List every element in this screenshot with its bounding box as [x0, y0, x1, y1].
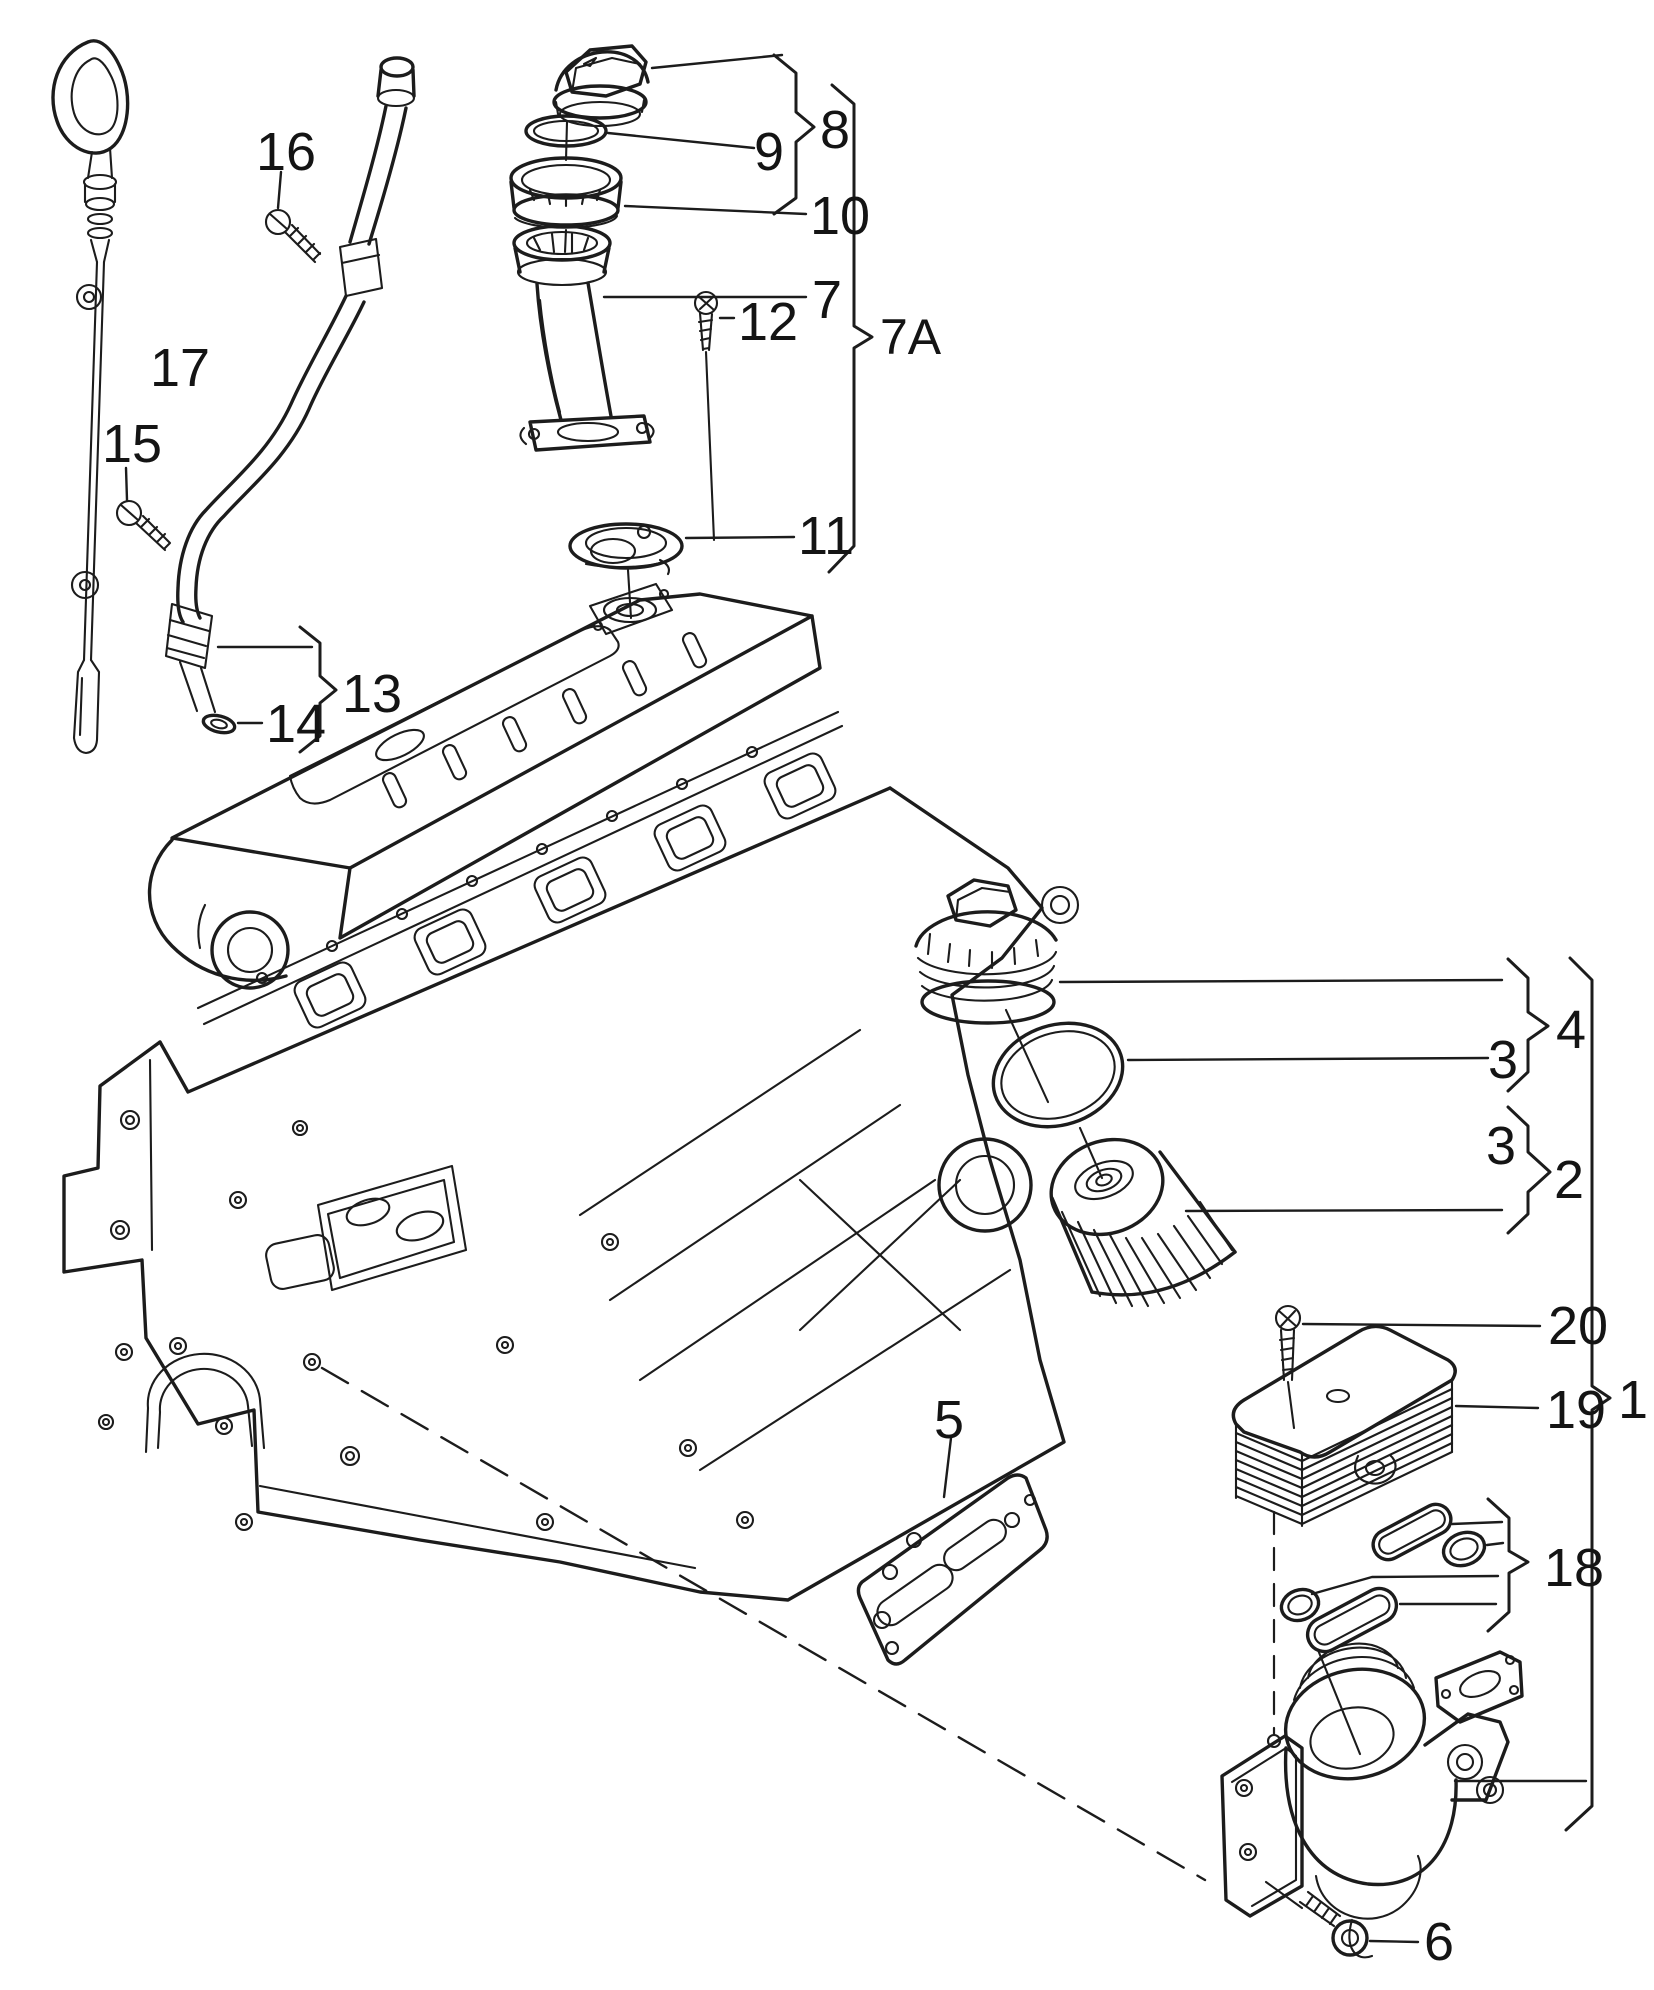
- leader-18c: [1312, 1576, 1498, 1594]
- callout-20: 20: [1548, 1296, 1609, 1356]
- leader-2: [1186, 1210, 1502, 1211]
- callout-8: 8: [820, 100, 851, 160]
- callout-18: 18: [1544, 1538, 1605, 1598]
- leader-9: [608, 133, 754, 148]
- assembly-dashed-line: [322, 1368, 1205, 1880]
- callout-3-lower: 3: [1486, 1116, 1517, 1176]
- filter-housing: [1222, 1644, 1586, 1958]
- engine-block: [64, 584, 1205, 1880]
- callout-6: 6: [1424, 1912, 1455, 1972]
- callout-15: 15: [102, 414, 163, 474]
- callout-17: 17: [150, 338, 211, 398]
- leader-20: [1303, 1324, 1540, 1326]
- callout-19: 19: [1546, 1380, 1607, 1440]
- callout-5: 5: [934, 1390, 965, 1450]
- leader-18b: [1487, 1543, 1503, 1545]
- screw-6-icon: [1266, 1882, 1367, 1955]
- head-studs: [381, 631, 708, 809]
- leader-3: [1128, 1058, 1488, 1060]
- callout-2: 2: [1554, 1150, 1585, 1210]
- leader-18a: [1452, 1522, 1502, 1524]
- leader-6: [1370, 1941, 1418, 1942]
- callout-9: 9: [754, 122, 785, 182]
- exhaust-ports: [291, 750, 838, 1031]
- callout-16: 16: [256, 122, 317, 182]
- axis-line: [1006, 1010, 1102, 1178]
- filter-element: [1038, 1124, 1235, 1306]
- callout-7: 7: [812, 270, 843, 330]
- screw-15-icon: [117, 501, 170, 550]
- leader-4: [1060, 980, 1502, 982]
- callout-4: 4: [1556, 1000, 1587, 1060]
- filler-cap: [554, 46, 648, 126]
- brace-18: [1488, 1499, 1528, 1631]
- callout-14: 14: [266, 694, 327, 754]
- callout-1: 1: [1618, 1370, 1649, 1430]
- callout-11: 11: [798, 506, 855, 566]
- block-bolt-holes: [99, 1121, 753, 1530]
- oil-filter-parts: [916, 880, 1550, 1306]
- leader-19: [1456, 1406, 1538, 1408]
- oil-cooler: [1233, 1306, 1540, 1734]
- callout-13: 13: [342, 664, 403, 724]
- cooler-gaskets: [1277, 1499, 1528, 1658]
- screw-12-icon: [695, 292, 717, 540]
- leader-8: [652, 55, 782, 68]
- filler-neck: [514, 226, 654, 450]
- callout-3-upper: 3: [1488, 1030, 1519, 1090]
- dipstick: [53, 41, 128, 753]
- filler-strainer: [511, 158, 621, 228]
- callout-12: 12: [738, 292, 799, 352]
- gasket-5: [858, 1438, 1047, 1664]
- callout-7A: 7A: [880, 309, 942, 365]
- callout-10: 10: [810, 186, 871, 246]
- leader-11: [686, 537, 794, 538]
- screw-16-icon: [266, 210, 320, 262]
